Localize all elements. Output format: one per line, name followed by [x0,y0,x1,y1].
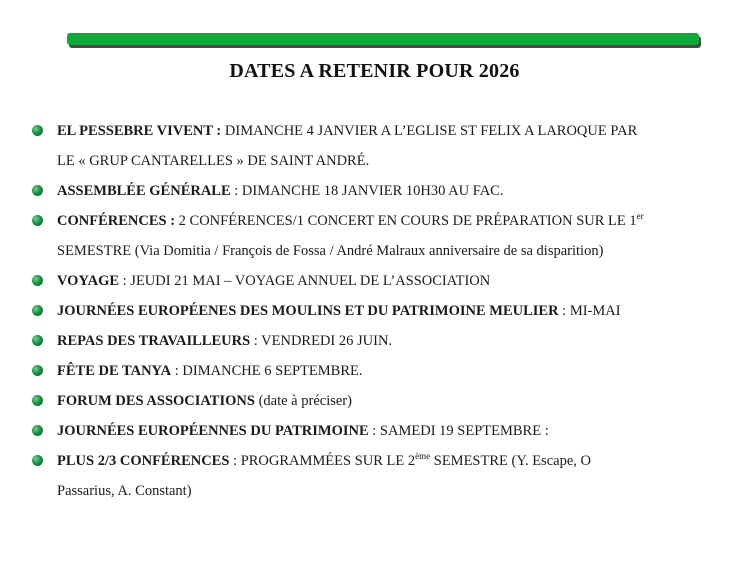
list-item-moulins [32,296,722,326]
list-item-conferences [32,206,722,266]
item-label: JOURNÉES EUROPÉENES DES MOULINS ET DU PATRIMOINE MEULIER [57,303,559,319]
bullet-icon [32,305,43,316]
list-item-plus-conferences [32,446,722,506]
item-text: (date à préciser) [254,393,352,409]
item-label: CONFÉRENCES : [57,213,176,229]
list-item-assemblee [32,176,722,206]
item-label: FORUM DES ASSOCIATIONS [57,393,255,409]
list-item-patrimoine [32,416,722,446]
bullet-icon [32,215,43,226]
item-text: DIMANCHE 4 JANVIER A L’EGLISE ST FELIX A LAROQUE PAR [221,123,638,139]
item-text: : JEUDI 21 MAI – VOYAGE ANNUEL DE L’ASSOCIATION [119,273,491,289]
bullet-icon [32,335,43,346]
list-item-forum [32,386,722,416]
item-label: EL PESSEBRE VIVENT : [57,123,222,139]
bullet-icon [32,425,43,436]
item-text: : SAMEDI 19 SEPTEMBRE : [368,423,549,439]
bullet-icon [32,455,43,466]
item-text: : DIMANCHE 6 SEPTEMBRE. [171,363,363,379]
item-text: : VENDREDI 26 JUIN. [250,333,393,349]
item-text: : DIMANCHE 18 JANVIER 10H30 AU FAC. [230,183,504,199]
item-text-continued: LE « GRUP CANTARELLES » DE SAINT ANDRÉ. [57,153,370,169]
bullet-icon [32,395,43,406]
bullet-icon [32,275,43,286]
item-superscript: er [636,211,644,221]
list-item-repas [32,326,722,356]
item-text-continued: SEMESTRE (Via Domitia / François de Fossa / André Malraux anniversaire de sa disparition) [57,243,604,259]
bullet-icon [32,125,43,136]
item-text: 2 CONFÉRENCES/1 CONCERT EN COURS DE PRÉPARATION SUR LE 1 [175,213,637,229]
item-label: VOYAGE [57,273,120,289]
page-title: DATES A RETENIR POUR 2026 [229,60,520,82]
bullet-icon [32,185,43,196]
event-list [32,116,722,506]
bullet-icon [32,365,43,376]
top-green-bar [67,33,699,45]
item-text-continued: Passarius, A. Constant) [57,483,192,499]
item-text: : PROGRAMMÉES SUR LE 2 [229,453,416,469]
list-item-voyage [32,266,722,296]
item-label: FÊTE DE TANYA [57,363,172,379]
item-label: REPAS DES TRAVAILLEURS [57,333,251,349]
list-item-pessebre [32,116,722,176]
item-superscript: ème [415,451,431,461]
item-label: JOURNÉES EUROPÉENNES DU PATRIMOINE [57,423,369,439]
item-label: PLUS 2/3 CONFÉRENCES [57,453,230,469]
item-text: : MI-MAI [558,303,621,319]
item-text-after: SEMESTRE (Y. Escape, O [430,453,591,469]
item-label: ASSEMBLÉE GÉNÉRALE [57,183,231,199]
list-item-fete-tanya [32,356,722,386]
